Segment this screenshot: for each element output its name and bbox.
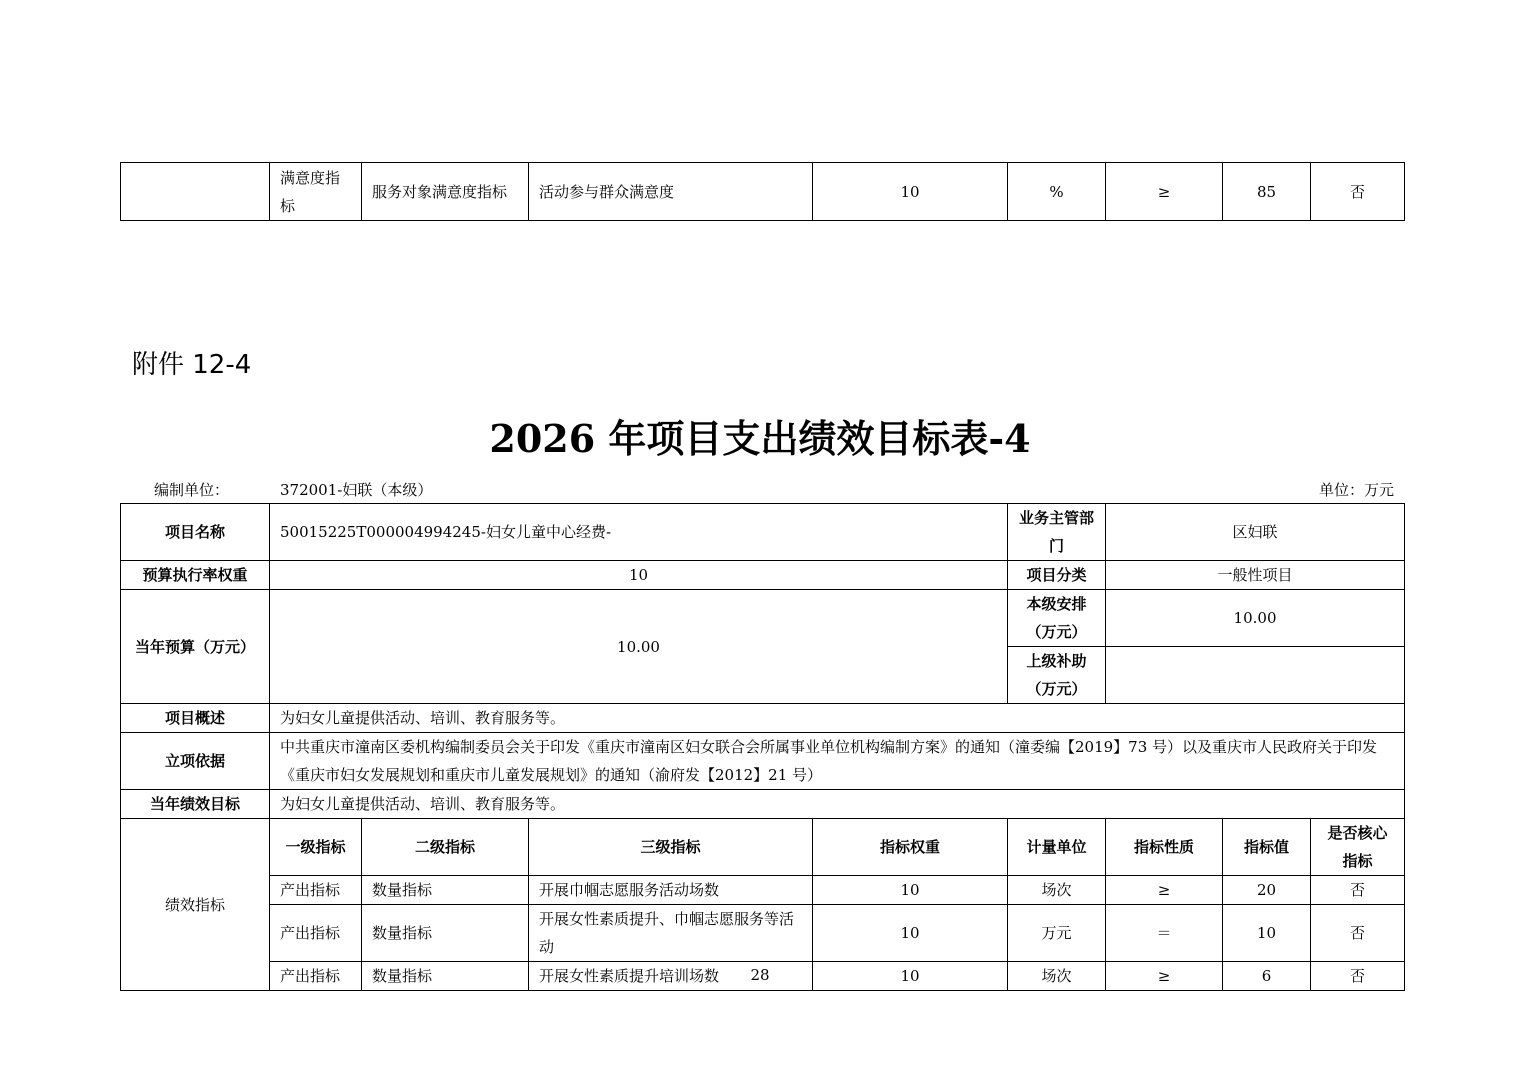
satisfaction-table xyxy=(120,162,1405,221)
row1-level3: 开展巾帼志愿服务活动场数 xyxy=(529,876,813,905)
header-value: 指标值 xyxy=(1223,819,1311,876)
header-info-row xyxy=(120,479,1404,501)
row2-weight: 10 xyxy=(813,905,1008,962)
empty-cell xyxy=(121,163,270,221)
table-row xyxy=(121,905,1405,962)
row1-weight: 10 xyxy=(813,876,1008,905)
overview-label: 项目概述 xyxy=(121,704,270,733)
row2-level3: 开展女性素质提升、巾帼志愿服务等活动 xyxy=(529,905,813,962)
table-row xyxy=(121,733,1405,790)
category-value: 一般性项目 xyxy=(1106,561,1405,590)
value-cell: 85 xyxy=(1223,163,1311,221)
nature-cell: ≥ xyxy=(1106,163,1223,221)
header-nature: 指标性质 xyxy=(1106,819,1223,876)
org-value: 372001-妇联（本级） xyxy=(280,481,433,499)
table-row xyxy=(121,590,1405,647)
page-title: 2026 年项目支出绩效目标表-4 xyxy=(489,416,1031,461)
level3-cell: 活动参与群众满意度 xyxy=(529,163,813,221)
budget-value: 10.00 xyxy=(270,590,1008,704)
goal-value: 为妇女儿童提供活动、培训、教育服务等。 xyxy=(270,790,1405,819)
core-cell: 否 xyxy=(1311,163,1405,221)
row2-core: 否 xyxy=(1311,905,1405,962)
basis-value: 中共重庆市潼南区委机构编制委员会关于印发《重庆市潼南区妇女联合会所属事业单位机构编制方案》的通知（潼委编【2019】73 号）以及重庆市人民政府关于印发《重庆市妇女发展规划和重庆市儿童发展规划》的通知（渝府发【2012】21 号） xyxy=(270,733,1405,790)
budget-label: 当年预算（万元） xyxy=(121,590,270,704)
subsidy-label: 上级补助（万元） xyxy=(1008,647,1106,704)
header-unit: 计量单位 xyxy=(1008,819,1106,876)
row3-weight: 10 xyxy=(813,962,1008,991)
row3-level3: 开展女性素质提升培训场数 xyxy=(529,962,813,991)
table-row xyxy=(121,790,1405,819)
header-level3: 三级指标 xyxy=(529,819,813,876)
row1-nature: ≥ xyxy=(1106,876,1223,905)
table-row xyxy=(121,876,1405,905)
row2-nature: ＝ xyxy=(1106,905,1223,962)
row1-level1: 产出指标 xyxy=(270,876,362,905)
project-name-label: 项目名称 xyxy=(121,504,270,561)
row1-value: 20 xyxy=(1223,876,1311,905)
weight-value: 10 xyxy=(270,561,1008,590)
category-label: 项目分类 xyxy=(1008,561,1106,590)
unit-cell: % xyxy=(1008,163,1106,221)
local-label: 本级安排（万元） xyxy=(1008,590,1106,647)
money-unit-label: 单位：万元 xyxy=(1318,481,1394,499)
attachment-label: 附件 12-4 xyxy=(132,350,252,380)
local-value: 10.00 xyxy=(1106,590,1405,647)
dept-label: 业务主管部门 xyxy=(1008,504,1106,561)
header-level2: 二级指标 xyxy=(362,819,529,876)
row1-core: 否 xyxy=(1311,876,1405,905)
weight-label: 预算执行率权重 xyxy=(121,561,270,590)
table-row xyxy=(121,819,1405,876)
table-row xyxy=(121,704,1405,733)
header-weight: 指标权重 xyxy=(813,819,1008,876)
table-row xyxy=(121,561,1405,590)
overview-value: 为妇女儿童提供活动、培训、教育服务等。 xyxy=(270,704,1405,733)
row1-unit: 场次 xyxy=(1008,876,1106,905)
row3-level1: 产出指标 xyxy=(270,962,362,991)
header-core: 是否核心指标 xyxy=(1311,819,1405,876)
subsidy-value xyxy=(1106,647,1405,704)
weight-cell: 10 xyxy=(813,163,1008,221)
row1-level2: 数量指标 xyxy=(362,876,529,905)
indicators-section-label: 绩效指标 xyxy=(121,819,270,991)
row3-level2: 数量指标 xyxy=(362,962,529,991)
row3-core: 否 xyxy=(1311,962,1405,991)
row2-level1: 产出指标 xyxy=(270,905,362,962)
level1-cell: 满意度指标 xyxy=(270,163,362,221)
table-row xyxy=(121,163,1405,221)
table-row xyxy=(121,504,1405,561)
level2-cell: 服务对象满意度指标 xyxy=(362,163,529,221)
row3-value: 6 xyxy=(1223,962,1311,991)
dept-value: 区妇联 xyxy=(1106,504,1405,561)
performance-table xyxy=(120,503,1405,991)
row2-value: 10 xyxy=(1223,905,1311,962)
goal-label: 当年绩效目标 xyxy=(121,790,270,819)
org-label: 编制单位： xyxy=(154,481,230,499)
project-name-value: 50015225T000004994245-妇女儿童中心经费- xyxy=(270,504,1008,561)
row3-nature: ≥ xyxy=(1106,962,1223,991)
row2-unit: 万元 xyxy=(1008,905,1106,962)
page-number: 28 xyxy=(750,966,770,984)
row3-unit: 场次 xyxy=(1008,962,1106,991)
header-level1: 一级指标 xyxy=(270,819,362,876)
row2-level2: 数量指标 xyxy=(362,905,529,962)
basis-label: 立项依据 xyxy=(121,733,270,790)
